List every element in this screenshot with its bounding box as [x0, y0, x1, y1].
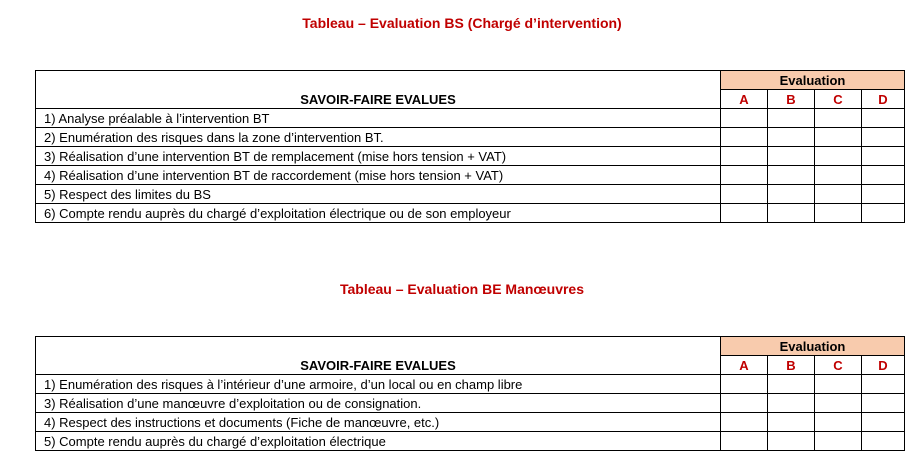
table2-title: Tableau – Evaluation BE Manœuvres	[339, 281, 585, 297]
grade-cell-c[interactable]	[815, 128, 862, 147]
grade-cell-c[interactable]	[815, 204, 862, 223]
grade-cell-a[interactable]	[721, 413, 768, 432]
grade-cell-a[interactable]	[721, 185, 768, 204]
grade-cell-c[interactable]	[815, 375, 862, 394]
grade-cell-d[interactable]	[862, 166, 905, 185]
grade-cell-b[interactable]	[768, 185, 815, 204]
grade-cell-c[interactable]	[815, 394, 862, 413]
grade-cell-b[interactable]	[768, 166, 815, 185]
grade-a-header: A	[721, 356, 768, 375]
skill-item: 4) Réalisation d’une intervention BT de raccordement (mise hors tension + VAT)	[36, 166, 721, 185]
grade-b-header: B	[768, 356, 815, 375]
grade-c-header: C	[815, 356, 862, 375]
skill-item: 6) Compte rendu auprès du chargé d’exploitation électrique ou de son employeur	[36, 204, 721, 223]
grade-cell-a[interactable]	[721, 147, 768, 166]
grade-b-header: B	[768, 90, 815, 109]
grade-cell-d[interactable]	[862, 185, 905, 204]
skill-item: 5) Compte rendu auprès du chargé d’exploitation électrique	[36, 432, 721, 451]
table-row	[36, 147, 905, 166]
table-header-row	[36, 71, 905, 90]
skill-item: 1) Analyse préalable à l’intervention BT	[36, 109, 721, 128]
skill-item: 2) Enumération des risques dans la zone d’intervention BT.	[36, 128, 721, 147]
grade-cell-b[interactable]	[768, 375, 815, 394]
savoir-faire-header: SAVOIR-FAIRE EVALUES	[36, 337, 721, 375]
table-row	[36, 109, 905, 128]
table-row	[36, 166, 905, 185]
grade-cell-d[interactable]	[862, 413, 905, 432]
grade-cell-a[interactable]	[721, 432, 768, 451]
table-row	[36, 413, 905, 432]
table-row	[36, 128, 905, 147]
grade-cell-c[interactable]	[815, 185, 862, 204]
skill-item: 3) Réalisation d’une intervention BT de remplacement (mise hors tension + VAT)	[36, 147, 721, 166]
grade-cell-a[interactable]	[721, 394, 768, 413]
grade-cell-d[interactable]	[862, 128, 905, 147]
evaluation-header: Evaluation	[721, 71, 905, 90]
grade-cell-b[interactable]	[768, 128, 815, 147]
grade-cell-d[interactable]	[862, 204, 905, 223]
skill-item: 5) Respect des limites du BS	[36, 185, 721, 204]
table-row	[36, 375, 905, 394]
skill-item: 4) Respect des instructions et documents (Fiche de manœuvre, etc.)	[36, 413, 721, 432]
grade-cell-c[interactable]	[815, 166, 862, 185]
grade-cell-c[interactable]	[815, 147, 862, 166]
grade-cell-c[interactable]	[815, 413, 862, 432]
grade-c-header: C	[815, 90, 862, 109]
grade-cell-d[interactable]	[862, 109, 905, 128]
grade-cell-d[interactable]	[862, 375, 905, 394]
table-row	[36, 394, 905, 413]
table-row	[36, 185, 905, 204]
grade-cell-d[interactable]	[862, 147, 905, 166]
grade-cell-a[interactable]	[721, 204, 768, 223]
table1-title: Tableau – Evaluation BS (Chargé d’intervention)	[302, 15, 622, 31]
skill-item: 1) Enumération des risques à l’intérieur d’une armoire, d’un local ou en champ libre	[36, 375, 721, 394]
table-row	[36, 432, 905, 451]
evaluation-table-bs	[35, 70, 905, 223]
grade-cell-a[interactable]	[721, 109, 768, 128]
evaluation-header: Evaluation	[721, 337, 905, 356]
savoir-faire-header: SAVOIR-FAIRE EVALUES	[36, 71, 721, 109]
table-row	[36, 204, 905, 223]
grade-cell-c[interactable]	[815, 109, 862, 128]
grade-cell-a[interactable]	[721, 375, 768, 394]
table-header-row	[36, 337, 905, 356]
grade-cell-b[interactable]	[768, 394, 815, 413]
grade-cell-b[interactable]	[768, 413, 815, 432]
grade-cell-b[interactable]	[768, 109, 815, 128]
grade-cell-a[interactable]	[721, 128, 768, 147]
grade-cell-c[interactable]	[815, 432, 862, 451]
grade-cell-d[interactable]	[862, 394, 905, 413]
grade-cell-b[interactable]	[768, 432, 815, 451]
grade-cell-b[interactable]	[768, 147, 815, 166]
grade-d-header: D	[862, 90, 905, 109]
grade-cell-a[interactable]	[721, 166, 768, 185]
evaluation-table-be	[35, 336, 905, 451]
grade-cell-d[interactable]	[862, 432, 905, 451]
skill-item: 3) Réalisation d’une manœuvre d’exploitation ou de consignation.	[36, 394, 721, 413]
grade-a-header: A	[721, 90, 768, 109]
grade-cell-b[interactable]	[768, 204, 815, 223]
grade-d-header: D	[862, 356, 905, 375]
